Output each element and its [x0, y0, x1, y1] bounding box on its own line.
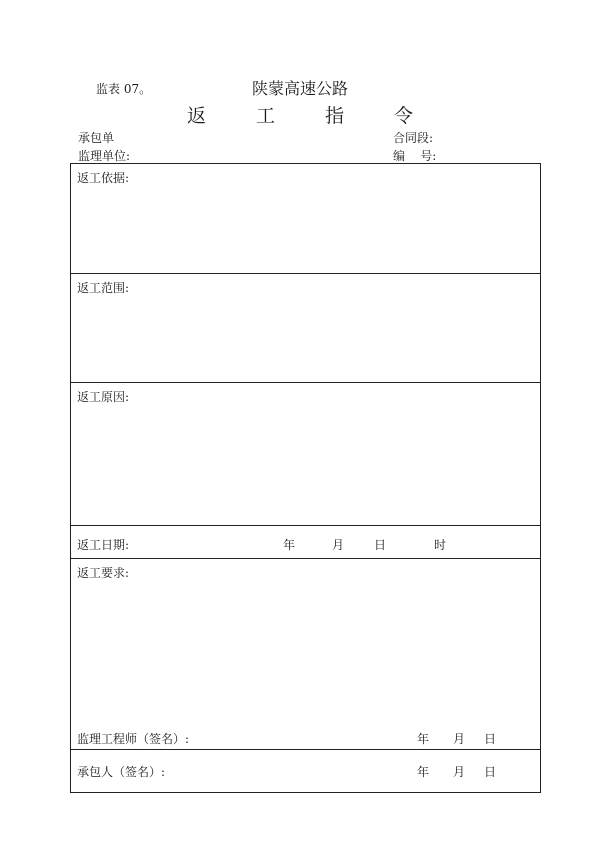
document-number-label: 编 号:	[393, 149, 437, 163]
rework-scope-label: 返工范围:	[77, 281, 130, 295]
rework-requirements-label: 返工要求:	[77, 566, 130, 580]
engineer-signature-label: 监理工程师（签名）:	[77, 732, 190, 746]
rework-date-year: 年	[283, 538, 296, 552]
contractor-sign-year: 年	[417, 765, 430, 779]
signature-divider	[71, 749, 540, 750]
contract-section-label: 合同段:	[393, 131, 434, 145]
rework-date-label: 返工日期:	[77, 538, 130, 552]
contractor-sign-day: 日	[484, 765, 497, 779]
contractor-signature-label: 承包人（签名）:	[77, 765, 166, 779]
supervisor-field-label: 监理单位:	[78, 149, 131, 163]
rework-basis-label: 返工依据:	[77, 171, 130, 185]
form-code: 监表 07。	[96, 82, 152, 96]
document-title: 陕蒙高速公路	[251, 79, 348, 98]
contractor-field-label: 承包单	[78, 131, 115, 145]
contractor-sign-month: 月	[453, 765, 466, 779]
rework-date-hour: 时	[434, 538, 447, 552]
rework-scope-section[interactable]	[71, 274, 540, 383]
document-subtitle: 返 工 指 令	[186, 105, 436, 127]
rework-reason-label: 返工原因:	[77, 390, 130, 404]
engineer-sign-month: 月	[453, 732, 466, 746]
rework-order-form	[70, 163, 541, 793]
rework-date-day: 日	[374, 538, 387, 552]
engineer-sign-year: 年	[417, 732, 430, 746]
engineer-sign-day: 日	[484, 732, 497, 746]
rework-date-section[interactable]	[71, 526, 540, 559]
rework-reason-section[interactable]	[71, 383, 540, 526]
rework-requirements-section[interactable]	[71, 559, 540, 792]
rework-basis-section[interactable]	[71, 164, 540, 274]
rework-date-month: 月	[332, 538, 345, 552]
